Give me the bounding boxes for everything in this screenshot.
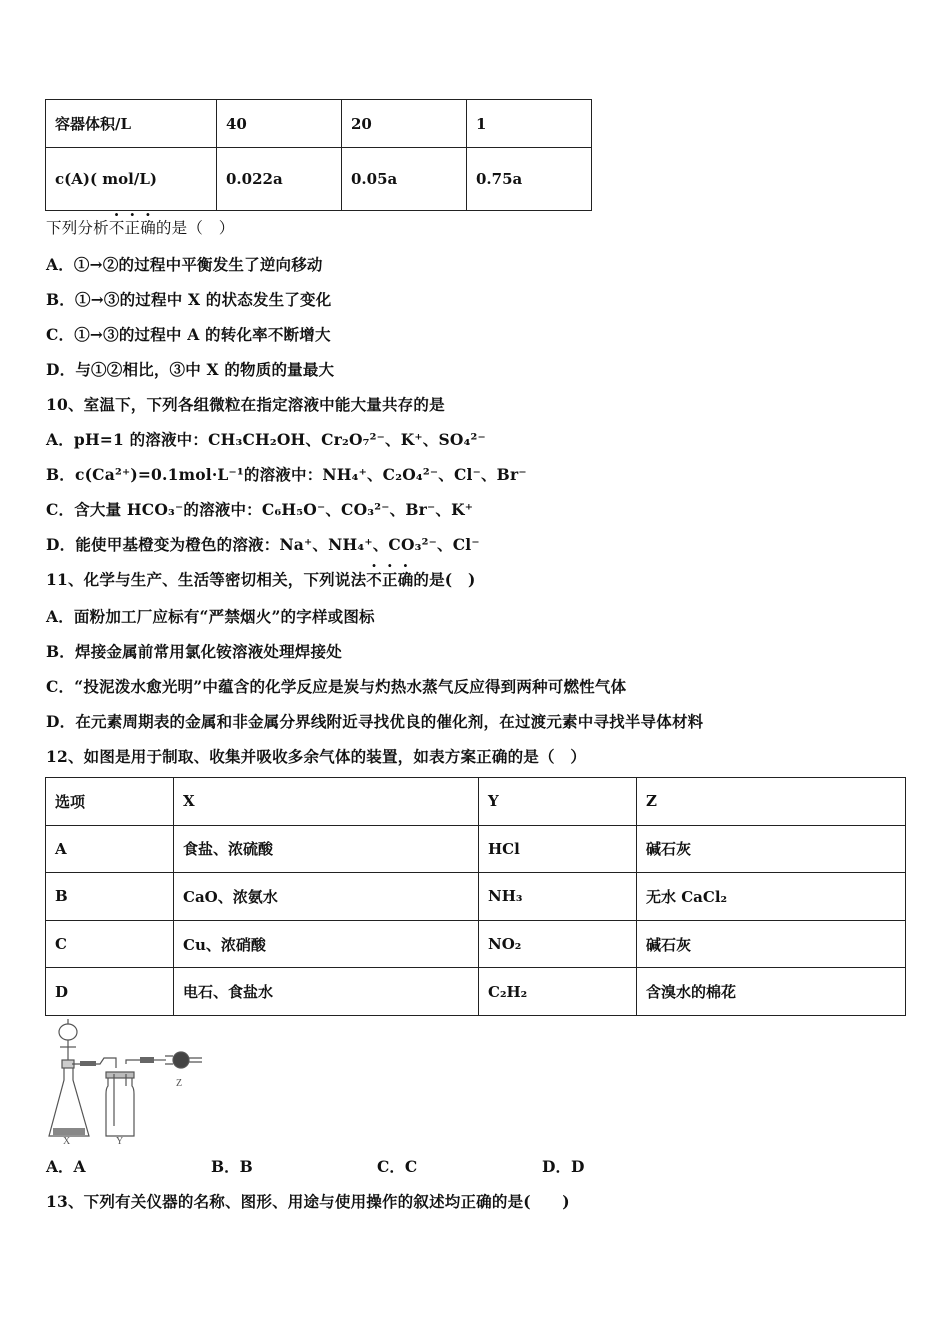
table-cell: A [46, 825, 174, 873]
table-cell: c(A)( mol/L) [46, 148, 217, 211]
stem-text: 的是( ) [413, 570, 476, 589]
table-cell: 40 [217, 100, 342, 148]
drying-tube [173, 1052, 189, 1068]
table-cell: 碱石灰 [637, 825, 906, 873]
table-cell: NO₂ [479, 920, 637, 968]
option-b: B．B [211, 1157, 253, 1176]
collection-bottle [106, 1078, 134, 1136]
question-13-stem: 13、下列有关仪器的名称、图形、用途与使用操作的叙述均正确的是( ) [46, 1192, 570, 1211]
table-row [46, 920, 906, 968]
question-10-option-b: B．c(Ca²⁺)=0.1mol·L⁻¹的溶液中：NH₄⁺、C₂O₄²⁻、Cl⁻、Br⁻ [46, 465, 527, 484]
question-10-option-a: A．pH=1 的溶液中：CH₃CH₂OH、Cr₂O₇²⁻、K⁺、SO₄²⁻ [46, 430, 486, 449]
table-cell: Z [637, 778, 906, 826]
question-12-stem: 12、如图是用于制取、收集并吸收多余气体的装置，如表方案正确的是（ ） [46, 747, 587, 766]
table-cell: 容器体积/L [46, 100, 217, 148]
emphasis-char: 不 [108, 219, 125, 237]
label-x: X [63, 1136, 71, 1146]
question-10-stem: 10、室温下，下列各组微粒在指定溶液中能大量共存的是 [46, 395, 445, 414]
table-cell: D [46, 968, 174, 1016]
question-11-option-c: C．“投泥泼水愈光明”中蕴含的化学反应是炭与灼热水蒸气反应得到两种可燃性气体 [46, 677, 627, 696]
question-11-stem [46, 568, 476, 590]
table-cell: 电石、食盐水 [174, 968, 479, 1016]
table-row [46, 778, 906, 826]
question-10-option-d: D．能使甲基橙变为橙色的溶液：Na⁺、NH₄⁺、CO₃²⁻、Cl⁻ [46, 535, 480, 554]
emphasis-char: 确 [140, 219, 156, 237]
table-row [46, 873, 906, 921]
table-row [46, 100, 592, 148]
stem-text: 的是（ ） [155, 219, 235, 237]
label-y: Y [116, 1136, 124, 1146]
volume-concentration-table [45, 99, 592, 211]
table-row [46, 148, 592, 211]
table-row [46, 825, 906, 873]
question-11-option-a: A．面粉加工厂应标有“严禁烟火”的字样或图标 [46, 607, 375, 626]
question-11-option-d: D．在元素周期表的金属和非金属分界线附近寻找优良的催化剂，在过渡元素中寻找半导体材料 [46, 712, 704, 731]
emphasis-char: 不 [366, 570, 382, 589]
table-cell: C₂H₂ [479, 968, 637, 1016]
table-cell: X [174, 778, 479, 826]
label-z: Z [176, 1078, 183, 1089]
table-cell: 选项 [46, 778, 174, 826]
option-d: D．D [542, 1157, 585, 1176]
table-cell: Y [479, 778, 637, 826]
table-cell: NH₃ [479, 873, 637, 921]
table-cell: B [46, 873, 174, 921]
stem-text: 11、化学与生产、生活等密切相关，下列说法 [46, 570, 367, 589]
table-cell: 0.022a [217, 148, 342, 211]
table-cell: CaO、浓氨水 [174, 873, 479, 921]
table-cell: 碱石灰 [637, 920, 906, 968]
table-cell: HCl [479, 825, 637, 873]
question-9-option-b: B．①→③的过程中 X 的状态发生了变化 [46, 290, 332, 309]
table-cell: C [46, 920, 174, 968]
table-cell: 无水 CaCl₂ [637, 873, 906, 921]
table-cell: 0.05a [342, 148, 467, 211]
emphasis-char: 确 [397, 570, 414, 589]
question-9-stem [46, 216, 234, 238]
stem-text: 下列分析 [46, 219, 109, 237]
question-11-option-b: B．焊接金属前常用氯化铵溶液处理焊接处 [46, 642, 342, 661]
question-10-option-c: C．含大量 HCO₃⁻的溶液中：C₆H₅O⁻、CO₃²⁻、Br⁻、K⁺ [46, 500, 474, 519]
table-cell: 20 [342, 100, 467, 148]
gas-apparatus-figure [44, 1014, 214, 1146]
emphasis-char: 正 [124, 219, 141, 237]
table-cell: 1 [467, 100, 592, 148]
emphasis-char: 正 [381, 570, 398, 589]
conical-flask [49, 1068, 89, 1136]
question-9-option-a: A．①→②的过程中平衡发生了逆向移动 [46, 255, 323, 274]
table-cell: 含溴水的棉花 [637, 968, 906, 1016]
separatory-funnel [59, 1024, 77, 1040]
option-c: C．C [377, 1157, 418, 1176]
option-a: A．A [46, 1157, 86, 1176]
table-row [46, 968, 906, 1016]
reagent-options-table [45, 777, 906, 1016]
question-12-options [46, 1155, 646, 1175]
table-cell: 食盐、浓硫酸 [174, 825, 479, 873]
question-9-option-d: D．与①②相比，③中 X 的物质的量最大 [46, 360, 335, 379]
table-cell: Cu、浓硝酸 [174, 920, 479, 968]
table-cell: 0.75a [467, 148, 592, 211]
question-9-option-c: C．①→③的过程中 A 的转化率不断增大 [46, 325, 331, 344]
